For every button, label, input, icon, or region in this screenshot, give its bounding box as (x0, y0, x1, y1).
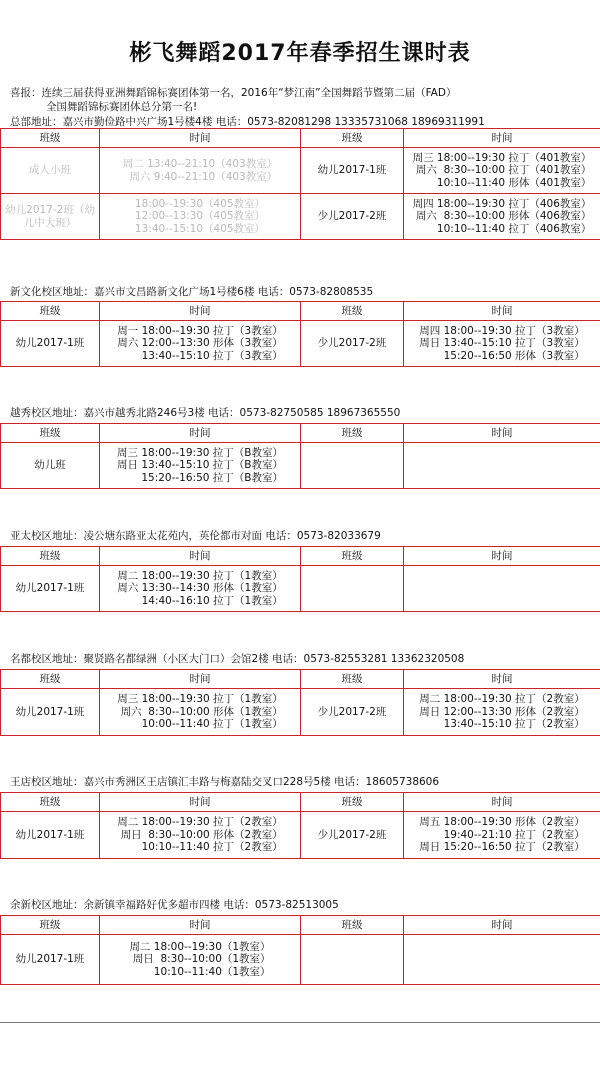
table-row (1, 935, 600, 985)
time-line: 12:00--13:30（405教室） (134, 210, 266, 223)
time-line: 10:10--11:40 形体（401教室） (436, 176, 592, 189)
table-row (1, 566, 600, 612)
class-header: 班级 (301, 129, 404, 148)
table-header-row (1, 129, 600, 148)
time-cell (404, 812, 600, 859)
class-name-cell: 幼儿2017-1班 (301, 148, 404, 194)
time-block (117, 816, 282, 854)
time-block (419, 693, 584, 731)
time-header: 时间 (100, 424, 301, 443)
announcement-line: 喜报：连续三届获得亚洲舞蹈锦标赛团体第一名，2016年“梦江南”全国舞蹈节暨第二届（FAD） (10, 87, 457, 99)
table-row (1, 194, 600, 240)
time-cell (404, 566, 600, 612)
time-line: 10:10--11:40 拉丁（2教室） (141, 841, 283, 854)
table-row (1, 148, 600, 194)
time-line: 13:40--15:10 拉丁（3教室） (141, 349, 283, 362)
time-header: 时间 (100, 547, 301, 566)
time-line: 周日 15:20--16:50 拉丁（2教室） (419, 841, 585, 854)
class-name-cell: 幼儿2017-1班 (1, 689, 100, 736)
time-line: 周六 8:30--10:00 形体（406教室） (415, 210, 592, 223)
time-line: 周六 8:30--10:00 拉丁（401教室） (415, 164, 592, 177)
table-header-row (1, 424, 600, 443)
class-name-cell: 少儿2017-2班 (301, 194, 404, 240)
time-header: 时间 (100, 916, 301, 935)
time-cell (100, 321, 301, 367)
class-name-cell: 幼儿2017-1班 (1, 812, 100, 859)
time-line: 周六 13:30--14:30 形体（1教室） (117, 582, 283, 595)
time-cell (100, 566, 301, 612)
time-header: 时间 (100, 670, 301, 689)
campus-address: 亚太校区地址：凌公塘东路亚太花苑内，英伦都市对面 电话：0573-82033679 (10, 530, 381, 542)
class-header: 班级 (1, 670, 100, 689)
time-line: 10:00--11:40 拉丁（1教室） (141, 718, 283, 731)
time-block (129, 941, 270, 979)
time-line: 10:10--11:40（1教室） (153, 965, 271, 978)
time-line: 周日 13:40--15:10 拉丁（B教室） (117, 459, 283, 472)
class-name-cell: 幼儿2017-1班 (1, 321, 100, 367)
time-line: 15:20--16:50 拉丁（B教室） (141, 471, 283, 484)
time-line: 周三 18:00--19:30 拉丁（B教室） (117, 446, 283, 459)
time-header: 时间 (404, 424, 600, 443)
table-header-row (1, 302, 600, 321)
campus-address: 余新校区地址：余新镇幸福路好优多超市四楼 电话：0573-82513005 (10, 899, 339, 911)
time-line: 周日 8:30--10:00（1教室） (132, 953, 271, 966)
time-block (117, 447, 283, 485)
class-header: 班级 (1, 424, 100, 443)
table-header-row (1, 547, 600, 566)
schedule-table (0, 792, 600, 859)
time-header: 时间 (404, 670, 600, 689)
time-cell (404, 321, 600, 367)
time-block (135, 198, 265, 236)
time-line: 周日 12:00--13:30 形体（2教室） (419, 705, 585, 718)
time-header: 时间 (100, 129, 301, 148)
time-cell (100, 689, 301, 736)
time-line: 18:00--19:30（405教室） (134, 197, 266, 210)
time-block (419, 816, 584, 854)
campus-address: 王店校区地址：嘉兴市秀洲区王店镇汇丰路与梅嘉陆交叉口228号5楼 电话：18605738606 (10, 776, 440, 788)
time-line: 13:40--15:10 拉丁（2教室） (443, 718, 585, 731)
time-block (413, 198, 592, 236)
class-header: 班级 (1, 793, 100, 812)
time-line: 周六 12:00--13:30 形体（3教室） (117, 337, 283, 350)
class-name-cell: 幼儿2017-1班 (1, 935, 100, 985)
schedule-table (0, 546, 600, 612)
time-line: 周二 18:00--19:30 拉丁（1教室） (117, 569, 283, 582)
time-header: 时间 (100, 793, 301, 812)
schedule-table (0, 301, 600, 367)
time-cell (404, 443, 600, 489)
table-row (1, 443, 600, 489)
time-line: 周五 18:00--19:30 形体（2教室） (419, 816, 585, 829)
class-name-cell (301, 566, 404, 612)
class-name-cell: 幼儿2017-1班 (1, 566, 100, 612)
time-line: 周二 18:00--19:30 拉丁（2教室） (419, 693, 585, 706)
campus-address: 名都校区地址：聚贤路名都绿洲（小区大门口）会馆2楼 电话：0573-82553281 13362320508 (10, 653, 465, 665)
time-cell (404, 689, 600, 736)
time-line: 周四 18:00--19:30 拉丁（406教室） (412, 197, 592, 210)
campus-address: 总部地址：嘉兴市勤俭路中兴广场1号楼4楼 电话：0573-82081298 13335731068 18969311991 (10, 116, 485, 128)
class-header: 班级 (301, 302, 404, 321)
table-header-row (1, 670, 600, 689)
time-line: 周二 18:00--19:30（1教室） (129, 940, 271, 953)
class-name-cell: 少儿2017-2班 (301, 812, 404, 859)
announcement (10, 86, 595, 114)
time-header: 时间 (100, 302, 301, 321)
time-line: 10:10--11:40 拉丁（406教室） (436, 222, 592, 235)
schedule-table (0, 128, 600, 240)
class-name-cell: 幼儿2017-2班（幼儿中大班） (1, 194, 100, 240)
table-row (1, 812, 600, 859)
time-line: 周日 8:30--10:00 形体（2教室） (120, 828, 283, 841)
schedule-table (0, 915, 600, 985)
divider (0, 1022, 600, 1023)
schedule-table (0, 669, 600, 736)
time-cell (100, 812, 301, 859)
class-header: 班级 (301, 670, 404, 689)
time-block (419, 325, 584, 363)
time-block (413, 152, 592, 190)
time-header: 时间 (404, 547, 600, 566)
time-header: 时间 (404, 302, 600, 321)
page-title: 彬飞舞蹈2017年春季招生课时表 (129, 41, 471, 66)
class-name-cell: 少儿2017-2班 (301, 321, 404, 367)
time-line: 周三 18:00--19:30 拉丁（1教室） (117, 693, 283, 706)
class-header: 班级 (1, 129, 100, 148)
time-line: 13:40--15:10（405教室） (134, 222, 266, 235)
time-cell (100, 148, 301, 194)
time-line: 周六 9:40--21:10（403教室） (129, 170, 278, 183)
table-row (1, 689, 600, 736)
time-line: 周二 13:40--21:10（403教室） (122, 158, 278, 170)
time-block (117, 325, 282, 363)
table-header-row (1, 916, 600, 935)
time-header: 时间 (404, 129, 600, 148)
time-header: 时间 (404, 793, 600, 812)
time-line: 周一 18:00--19:30 拉丁（3教室） (117, 324, 283, 337)
class-header: 班级 (1, 547, 100, 566)
time-line: 周四 18:00--19:30 拉丁（3教室） (419, 324, 585, 337)
class-header: 班级 (1, 302, 100, 321)
class-name-cell: 幼儿班 (1, 443, 100, 489)
time-block (123, 158, 277, 183)
class-name-cell: 少儿2017-2班 (301, 689, 404, 736)
time-line: 15:20--16:50 形体（3教室） (443, 349, 585, 362)
campus-address: 新文化校区地址：嘉兴市文昌路新文化广场1号楼6楼 电话：0573-82808535 (10, 286, 374, 298)
schedule-table (0, 423, 600, 489)
class-header: 班级 (301, 793, 404, 812)
class-header: 班级 (1, 916, 100, 935)
announcement-line: 全国舞蹈锦标赛团体总分第一名! (46, 101, 198, 113)
time-line: 14:40--16:10 拉丁（1教室） (141, 594, 283, 607)
time-block (117, 570, 282, 608)
time-line: 周二 18:00--19:30 拉丁（2教室） (117, 816, 283, 829)
time-header: 时间 (404, 916, 600, 935)
campus-address: 越秀校区地址：嘉兴市越秀北路246号3楼 电话：0573-82750585 18967365550 (10, 407, 401, 419)
time-line: 19:40--21:10 拉丁（2教室） (443, 828, 585, 841)
time-cell (100, 935, 301, 985)
table-row (1, 321, 600, 367)
class-header: 班级 (301, 916, 404, 935)
table-header-row (1, 793, 600, 812)
time-line: 周日 13:40--15:10 拉丁（3教室） (419, 337, 585, 350)
class-header: 班级 (301, 424, 404, 443)
class-header: 班级 (301, 547, 404, 566)
time-line: 周六 8:30--10:00 形体（1教室） (120, 705, 283, 718)
time-line: 周三 18:00--19:30 拉丁（401教室） (412, 151, 592, 164)
class-name-cell (301, 935, 404, 985)
time-cell (404, 194, 600, 240)
time-block (117, 693, 282, 731)
class-name-cell (301, 443, 404, 489)
class-name-cell: 成人小班 (1, 148, 100, 194)
time-cell (100, 194, 301, 240)
time-cell (100, 443, 301, 489)
time-cell (404, 148, 600, 194)
time-cell (404, 935, 600, 985)
